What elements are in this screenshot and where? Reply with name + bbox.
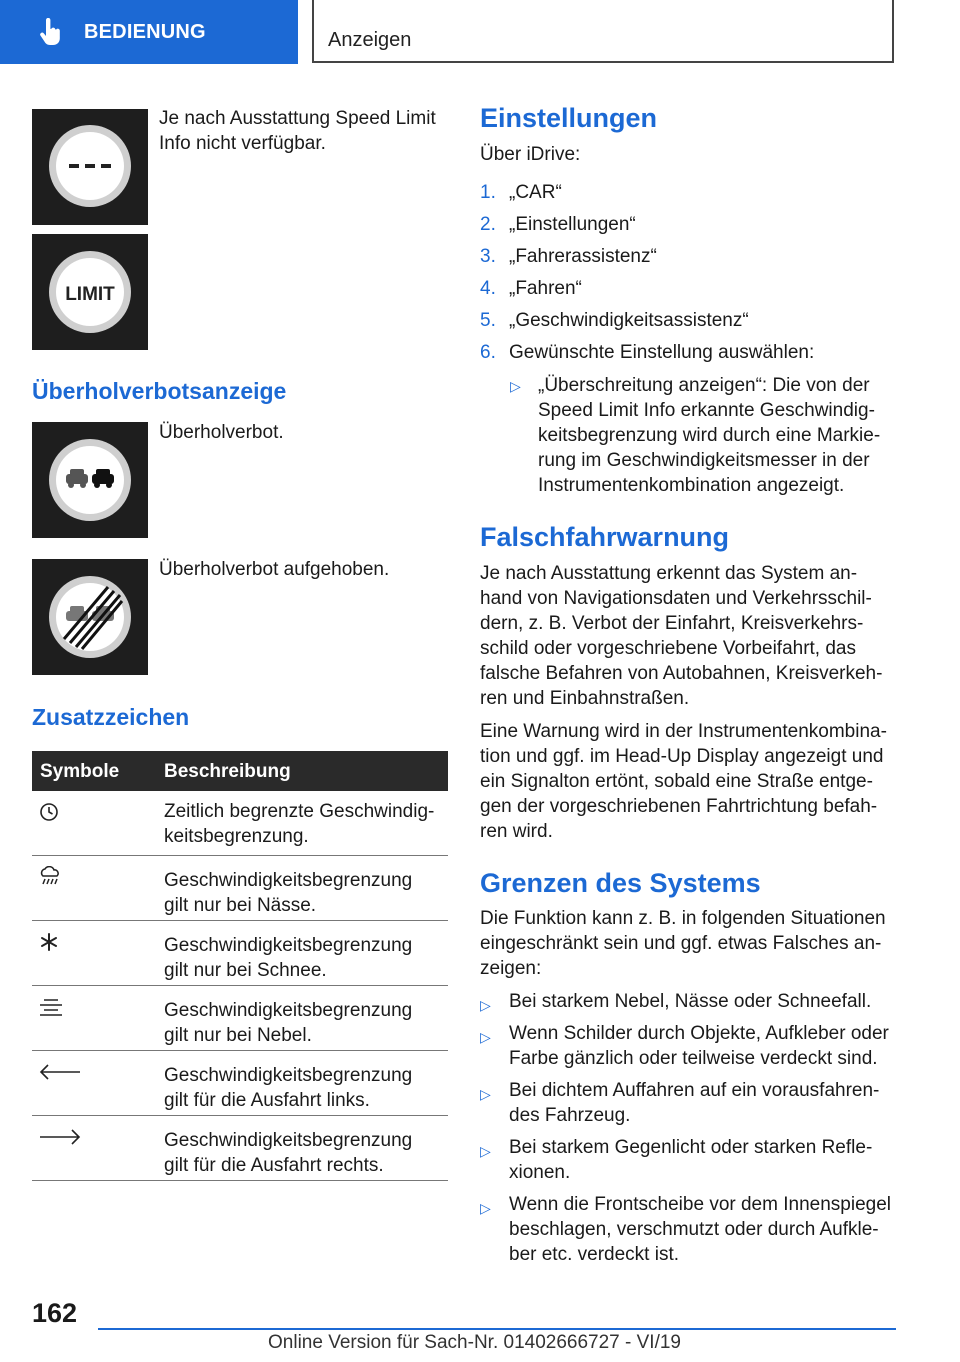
bullet-triangle-icon: ▷ [480,1029,491,1045]
wrongway-paragraph-1: Je nach Ausstattung erkennt das System an- hand von Navigationsdaten und Verkehrsschil- dern, z. B. Verbot der Einfahrt, Kreisverkehrs- schild oder vorgeschriebene Vorbeifahrt, das falsche Befahren von Autobahnen, Kreisverkeh- ren und Einbahnstraßen. [480,563,883,709]
wrongway-heading: Falschfahrwarnung [480,522,730,552]
list-item: 5. „Geschwindigkeitsassistenz“ [480,310,749,331]
end-no-overtaking-icon [32,559,148,675]
table-row [32,1116,448,1181]
bullet-triangle-icon: ▷ [480,1086,491,1102]
table-row [32,856,448,921]
supplement-table [32,751,448,1181]
rain-icon [38,866,70,890]
overtaking-heading: Überholverbotsanzeige [32,378,287,404]
footer-divider [98,1328,896,1330]
speed-limit-sign [32,234,148,350]
list-item: 2. „Einstellungen“ [480,214,636,235]
overtaking-end-text: Überholverbot aufgehoben. [159,559,390,580]
bullet-triangle-icon: ▷ [480,997,491,1013]
speed-limit-unavailable-icon [32,109,148,225]
section-tab-bedienung [0,0,298,64]
online-version-text: Online Version für Sach-Nr. 01402666727 - VI/19 [268,1332,681,1353]
overtaking-end-sign [32,559,148,675]
limits-intro: Die Funktion kann z. B. in folgenden Situationen eingeschränkt sein und ggf. etwas Falsches an- zeigen: [480,908,886,979]
page-number: 162 [32,1298,78,1328]
limit-label: LIMIT [65,284,115,305]
bullet-triangle-icon: ▷ [480,1143,491,1159]
snowflake-icon [38,931,70,955]
row-description: Geschwindigkeitsbegrenzung gilt für die Ausfahrt links. [164,1065,413,1111]
bullet-triangle-icon: ▷ [480,1200,491,1216]
row-description: Geschwindigkeitsbegrenzung gilt nur bei Nässe. [164,870,413,916]
limit-sign-icon [32,234,148,350]
settings-steps [480,180,900,372]
table-row [32,791,448,856]
overtaking-sign [32,422,148,538]
table-row [32,1051,448,1116]
col-description: Beschreibung [164,761,291,782]
step6-sub-text: „Überschreitung anzeigen“: Die von der Speed Limit Info erkannte Geschwindig- keitsbegrenzung wird durch eine Markie- rung im Geschwindigkeitsmesser in der Instrumentenkombination angezeigt. [538,375,881,496]
intro-line-1: Je nach Ausstattung Speed Limit [159,108,436,129]
list-item: 6. Gewünschte Einstellung auswählen: [480,342,815,363]
section-label: BEDIENUNG [84,20,206,43]
clock-icon [38,801,70,825]
limits-heading: Grenzen des Systems [480,868,761,898]
arrow-right-icon [38,1126,82,1150]
table-row [32,986,448,1051]
row-description: Geschwindigkeitsbegrenzung gilt nur bei Schnee. [164,935,413,981]
row-description: Geschwindigkeitsbegrenzung gilt nur bei Nebel. [164,1000,413,1046]
row-description: Geschwindigkeitsbegrenzung gilt für die Ausfahrt rechts. [164,1130,413,1176]
list-item: 4. „Fahren“ [480,278,582,299]
wrongway-paragraph-2: Eine Warnung wird in der Instrumentenkombina- tion und ggf. im Head-Up Display angezeigt und ein Signalton ertönt, sobald eine Straße entge- gen der vorgeschriebenen Fahrtrichtung befah- ren wird. [480,721,887,842]
row-description: Zeitlich begrenzte Geschwindig- keitsbegrenzung. [164,801,435,847]
table-row [32,921,448,986]
table-header [32,751,448,791]
pointing-hand-icon [38,18,64,46]
list-item: 3. „Fahrerassistenz“ [480,246,657,267]
chapter-label: Anzeigen [328,29,412,51]
settings-heading: Einstellungen [480,103,658,133]
settings-intro: Über iDrive: [480,144,581,165]
arrow-left-icon [38,1061,82,1085]
col-symbols: Symbole [40,761,120,782]
supplement-heading: Zusatzzeichen [32,704,190,730]
chapter-header [312,0,894,63]
no-overtaking-icon [32,422,148,538]
overtaking-text: Überholverbot. [159,422,284,443]
bullet-triangle-icon: ▷ [510,378,521,394]
list-item: 1. „CAR“ [480,182,562,203]
speed-limit-unavailable-sign [32,109,148,225]
intro-line-2: Info nicht verfügbar. [159,133,326,154]
fog-icon [38,996,70,1020]
